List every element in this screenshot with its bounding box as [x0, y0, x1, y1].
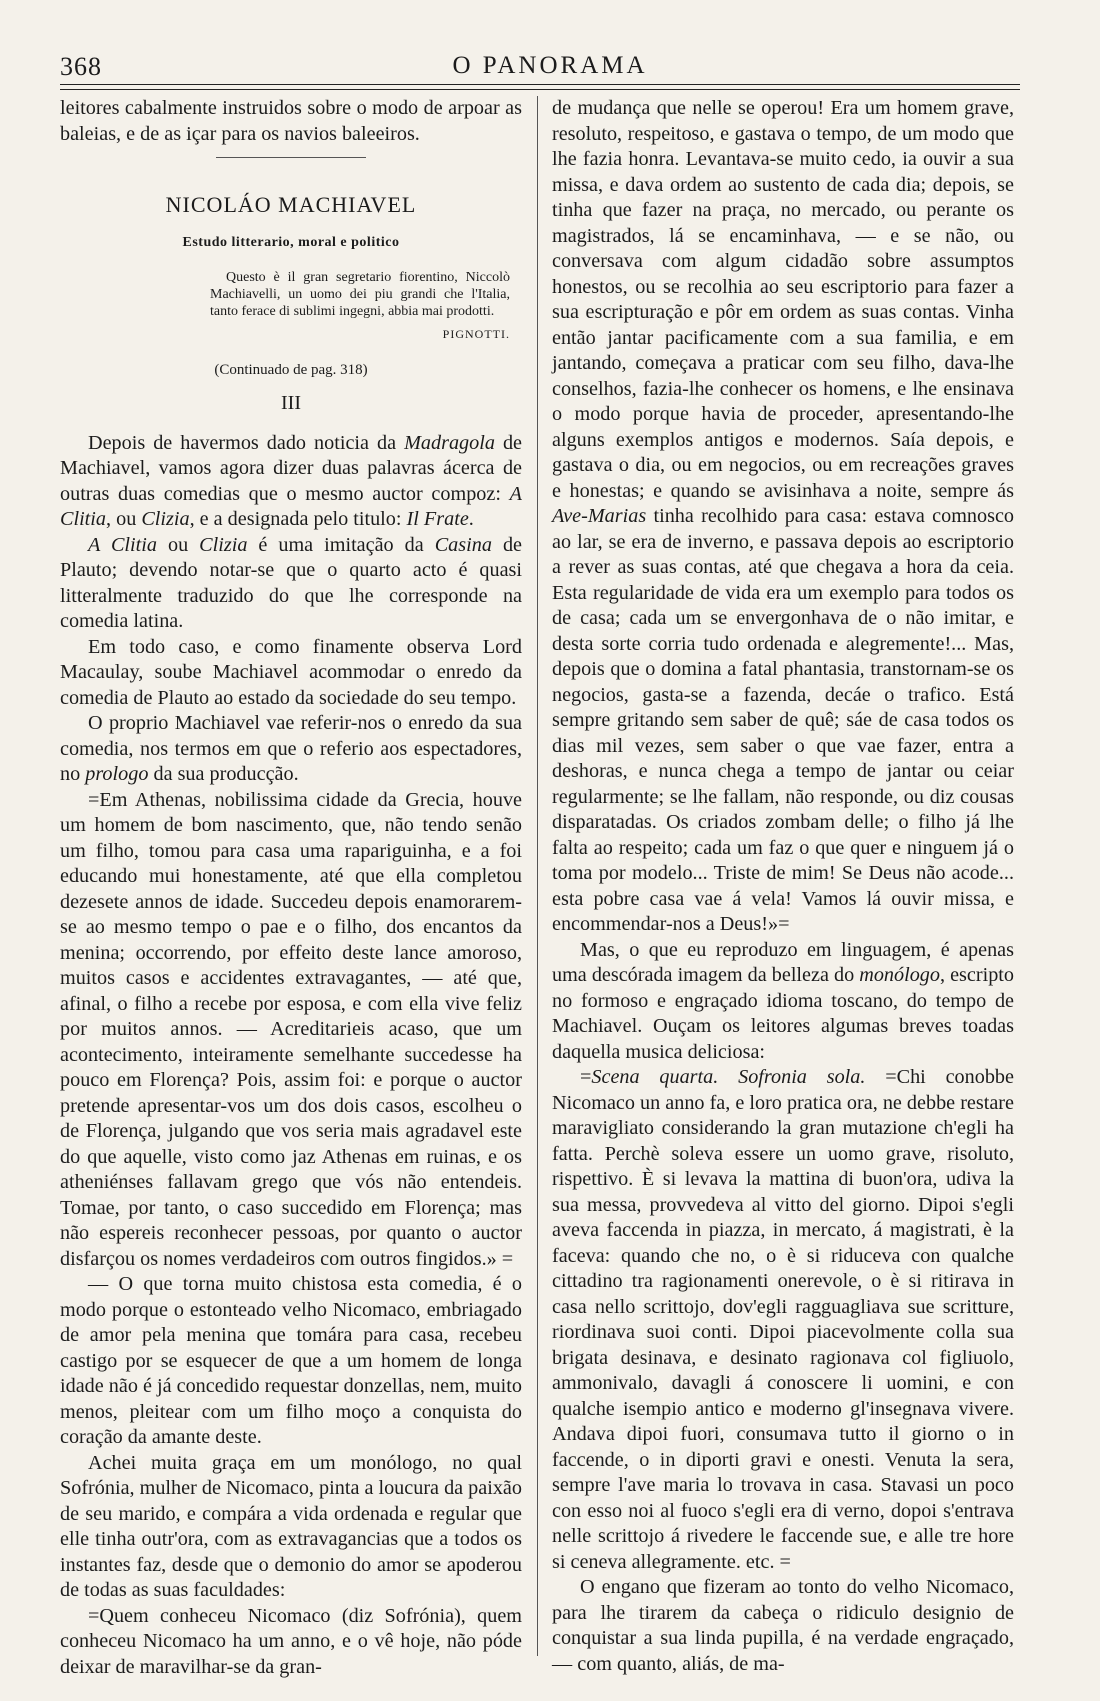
page-number: 368: [60, 52, 102, 81]
paragraph: =Quem conheceu Nicomaco (diz Sofrónia), quem conheceu Nicomaco ha um anno, e o vê hoje, não póde deixar de maravilhar-se da gran-: [60, 1604, 522, 1678]
paragraph: A Clitia ou Clizia é uma imitação da Casina de Plauto; devendo notar-se que o quarto acto é quasi litteralmente traduzido do que lhe corresponde na comedia latina.: [60, 533, 522, 632]
running-head: O PANORAMA: [452, 52, 648, 79]
paragraph: =Em Athenas, nobilissima cidade da Grecia, houve um homem de bom nascimento, que, não tendo senão um filho, tomou para casa uma rapariguinha, e a foi educando mui honestamente, até que ella completou dezesete annos de idade. Succedeu depois enamorarem-se ao mesmo tempo o pae e o filho, dos encantos da menina; occorrendo, por effeito deste lance amoroso, muitos casos e accidentes extravagantes, — até que, afinal, o filho a recebe por esposa, e com ella vive feliz por muitos annos. — Acreditarieis acaso, que um acontecimento, inteiramente semelhante succedesse ha pouco em Florença? Pois, assim foi: e porque o auctor pretende apresentar-vos um dos dois casos, escolheu o de Florença, julgando que vos seria mais agradavel este do que aquelle, visto como jaz Athenas em ruinas, e os atheniénses fallavam grego que vós não entendeis. Tomae, por tanto, o caso succedido em Florença; mas não espereis reconhecer pessoas, por quanto o auctor disfarçou os nomes verdadeiros com outros fingidos.» =: [60, 788, 522, 1270]
section-number: III: [281, 392, 301, 414]
article-title: NICOLÁO MACHIAVEL: [165, 192, 417, 217]
paragraph: =Scena quarta. Sofronia sola. =Chi conobbe Nicomaco un anno fa, e loro pratica ora, ne debbe restare maravigliato considerando la gran mutazione ch'egli ha fatta. Perchè soleva essere un uomo grave, risoluto, rispettivo. È si levava la mattina di buon'ora, udiva la sua messa, provvedeva al vitto del giorno. Dipoi s'egli aveva faccenda in piazza, in mercato, á magistrati, è la faceva: quando che no, o è si riduceva con qualche cittadino tra ragionamenti onerevole, o è si ritirava in casa nello scrittojo, dov'egli ragguagliava sue scritture, riordinava suoi conti. Dipoi piacevolmente colla sua brigata desinava, e desinato ragionava col figliuolo, ammonivalo, davagli á conoscere li uomini, e con qualche isempio antico e moderno gl'insegnava vivere. Andava dipoi fuori, consumava tutto il giorno o in faccende, o in diporti gravi e onesti. Venuta la sera, sempre l'ave maria lo trovava in casa. Stavasi un poco con esso noi al fuoco s'egli era di verno, dopoi s'entrava nelle scrittojo á rivedere le faccende sue, e alle tre hore si ceneva allegramente. etc. =: [552, 1066, 1014, 1573]
header-rule: [60, 84, 1020, 85]
continued-note: (Continuado de pag. 318): [214, 361, 368, 378]
paragraph: O proprio Machiavel vae referir-nos o enredo da sua comedia, nos termos em que o referio aos espectadores, no prologo da sua producção.: [60, 712, 522, 785]
section-divider: [216, 157, 366, 158]
left-column: [60, 96, 522, 1680]
paragraph: Achei muita graça em um monólogo, no qual Sofrónia, mulher de Nicomaco, pinta a loucura da paixão de seu marido, e compára a vida ordenada e regular que elle tinha outr'ora, com as extravagancias que a todos os instantes faz, desde que o demonio do amor se apoderou de todas as suas faculdades:: [60, 1451, 522, 1601]
article-subtitle: Estudo litterario, moral e politico: [182, 234, 400, 250]
column-divider: [537, 96, 538, 1656]
epigraph: Questo è il gran segretario fiorentino, Niccolò Machiavelli, un uomo dei piu grandi che l'Italia, tanto ferace di sublimi ingegni, abbia mai prodotti.: [210, 270, 510, 319]
paragraph: Mas, o que eu reproduzo em linguagem, é apenas uma descórada imagem da belleza do monólogo, escripto no formoso e engraçado idioma toscano, do tempo de Machiavel. Ouçam os leitores algumas breves toadas daquella musica deliciosa:: [552, 938, 1014, 1063]
header-rule-thin: [60, 89, 1020, 90]
paragraph: O engano que fizeram ao tonto do velho Nicomaco, para lhe tirarem da cabeça o ridiculo designio de conquistar a sua linda pupilla, é na verdade engraçado, — com quanto, aliás, de ma-: [552, 1576, 1014, 1675]
right-column: [552, 96, 1014, 1677]
intro-paragraph: leitores cabalmente instruidos sobre o modo de arpoar as baleias, e de as içar para os navios baleeiros.: [60, 97, 522, 145]
paragraph: Em todo caso, e como finamente observa Lord Macaulay, soube Machiavel acommodar o enredo da comedia de Plauto ao estado da sociedade do seu tempo.: [60, 635, 522, 709]
paragraph: de mudança que nelle se operou! Era um homem grave, resoluto, respeitoso, e gastava o tempo, de um modo que lhe fazia honra. Levantava-se muito cedo, ia ouvir a sua missa, e dava ordem ao sustento de cada dia; depois, se tinha que fazer na praça, no mercado, ou perante os magistrados, lá se encaminhava, — e se não, ou conversava com algum cidadão sobre assumptos honestos, ou se recolhia ao seu escriptorio para fazer a sua escripturação e pôr em ordem as suas contas. Vinha então jantar pacificamente com a sua familia, e em jantando, começava a praticar com seu filho, dava-lhe conselhos, fazia-lhe conhecer os homens, e lhe ensinava o modo porque havia de proceder, apresentando-lhe alguns exemplos antigos e modernos. Saía depois, e gastava o dia, ou em negocios, ou em recreações graves e honestas; e quando se avisinhava a noite, sempre ás Ave-Marias tinha recolhido para casa: estava comnosco ao lar, se era de inverno, e passava depois ao escriptorio a rever as suas contas, até que chegava a hora da ceia. Esta regularidade de vida era um exemplo para todos os de casa; cada um se envergonhava de o não imitar, e desta sorte corria tudo ordenada e alegremente!... Mas, depois que o domina a fatal phantasia, transtornam-se os negocios, gasta-se a fazenda, decáe o trafico. Está sempre gritando sem saber de quê; sáe de casa todos os dias mil vezes, sem saber o que vae fazer, entra a deshoras, e nunca chega a tempo de jantar ou ceiar regularmente; se lhe fallam, não responde, ou diz cousas disparatadas. Os criados zombam delle; o filho já lhe falta ao respeito; cada um faz o que quer e ninguem já o toma por modelo... Triste de mim! Se Deus não acode... esta pobre casa vae á vela! Vamos lá ouvir missa, e encommendar-nos a Deus!»=: [552, 97, 1014, 935]
paragraph: — O que torna muito chistosa esta comedia, é o modo porque o estonteado velho Nicomaco, embriagado de amor pela menina que tomára para casa, recebeu castigo por se esquecer de que a um homem de longa idade não é já concedido requestar donzellas, nem, muito menos, pleitear com um filho moço a conquista do coração da amante deste.: [60, 1273, 522, 1448]
paragraph: Depois de havermos dado noticia da Madragola de Machiavel, vamos agora dizer duas palavras ácerca de outras duas comedias que o mesmo auctor compoz: A Clitia, ou Clizia, e a designada pelo titulo: Il Frate.: [60, 431, 522, 530]
epigraph-author: PIGNOTTI.: [442, 327, 510, 341]
